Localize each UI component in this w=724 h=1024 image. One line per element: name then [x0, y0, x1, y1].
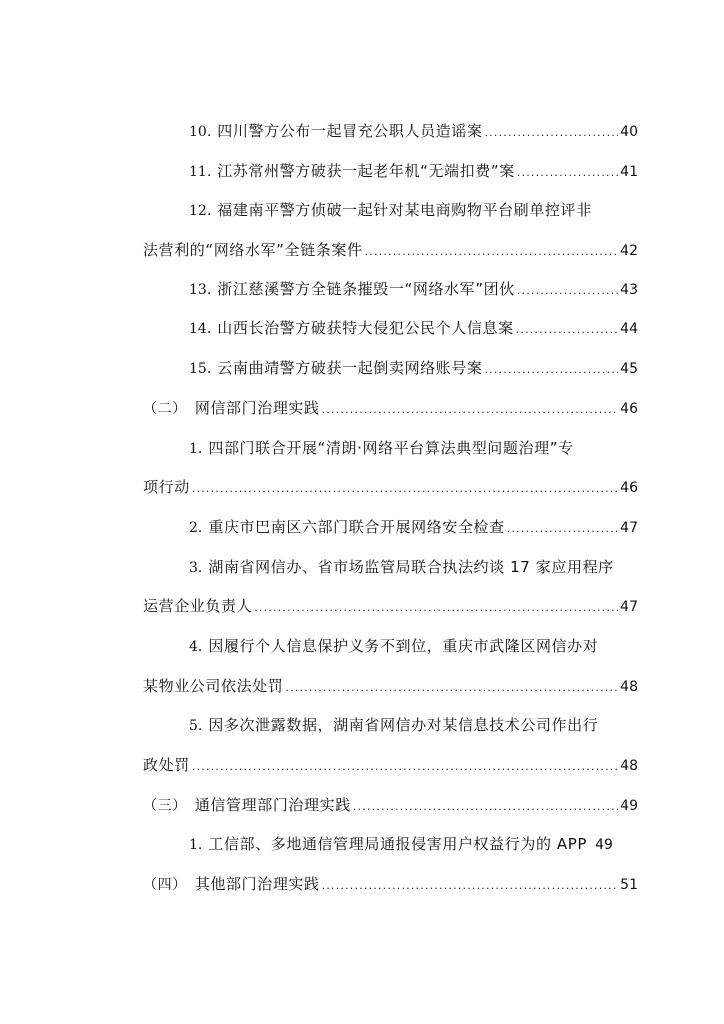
toc-section-number: （二） [143, 401, 187, 417]
toc-leader-dots [507, 519, 618, 539]
toc-leader-dots [484, 360, 618, 380]
toc-entry-number: 15. [189, 361, 212, 377]
toc-entry-first-line[interactable] [189, 200, 638, 221]
toc-entry[interactable] [189, 517, 638, 539]
toc-entry-title: 重庆市巴南区六部门联合开展网络安全检查 [208, 518, 505, 536]
toc-entry-page: 45 [620, 361, 638, 377]
toc-leader-dots [322, 400, 619, 420]
toc-section-number: （三） [143, 798, 187, 814]
toc-entry-continuation[interactable] [143, 676, 638, 698]
toc-entry-title: 四川警方公布一起冒充公职人员造谣案 [217, 122, 483, 140]
toc-entry-title: 因多次泄露数据，湖南省网信办对某信息技术公司作出行 [208, 716, 599, 734]
toc-section-title: 网信部门治理实践 [194, 399, 320, 417]
toc-entry-title-continuation: 法营利的“网络水军”全链条案件 [143, 241, 363, 259]
toc-entry-first-line[interactable] [189, 557, 638, 578]
toc-entry-title: 工信部、多地通信管理局通报侵害用户权益行为的 APP [208, 835, 588, 853]
toc-leader-dots [353, 797, 618, 817]
toc-entry-title: 浙江慈溪警方全链条摧毁一“网络水军”团伙 [217, 280, 515, 298]
toc-entry-number: 1. [189, 441, 203, 457]
toc-entry-page: 47 [620, 520, 638, 536]
toc-entry-number: 5. [189, 718, 203, 734]
toc-section-entry[interactable] [143, 398, 638, 420]
toc-entry-number: 4. [189, 639, 203, 655]
toc-entry-title: 因履行个人信息保护义务不到位，重庆市武隆区网信办对 [208, 637, 599, 655]
toc-leader-dots [484, 123, 618, 143]
toc-entry-page: 43 [620, 282, 638, 298]
toc-section-entry[interactable] [143, 795, 638, 817]
toc-entry-title-continuation: 某物业公司依法处罚 [143, 677, 284, 695]
toc-entry-page: 42 [620, 243, 638, 259]
toc-entry-continuation[interactable] [143, 240, 638, 262]
toc-leader-dots [516, 320, 619, 340]
toc-entry-title: 江苏常州警方破获一起老年机“无端扣费”案 [217, 162, 515, 180]
toc-section-title: 通信管理部门治理实践 [194, 796, 351, 814]
toc-entry-page: 49 [595, 837, 613, 853]
toc-entry-continuation[interactable] [143, 755, 638, 777]
toc-entry-number: 1. [189, 837, 203, 853]
toc-entry-title-continuation: 运营企业负责人 [143, 597, 253, 615]
toc-entry-page: 44 [620, 321, 638, 337]
toc-entry-continuation[interactable] [143, 477, 638, 499]
toc-entry-page: 51 [620, 877, 638, 893]
toc-entry-number: 13. [189, 282, 212, 298]
toc-entry-first-line[interactable] [189, 636, 638, 657]
toc-entry[interactable] [189, 121, 638, 143]
toc-entry-number: 2. [189, 520, 203, 536]
toc-leader-dots [254, 598, 618, 618]
toc-entry-title: 湖南省网信办、省市场监管局联合执法约谈 17 家应用程序 [208, 558, 614, 576]
toc-entry-page: 48 [620, 758, 638, 774]
toc-entry-number: 11. [189, 164, 212, 180]
toc-entry-page: 46 [620, 401, 638, 417]
toc-leader-dots [322, 876, 619, 896]
toc-leader-dots [192, 479, 618, 499]
toc-entry[interactable] [189, 318, 638, 340]
toc-entry[interactable] [189, 834, 638, 855]
toc-entry-number: 10. [189, 124, 212, 140]
toc-entry-title: 四部门联合开展“清朗·网络平台算法典型问题治理”专 [208, 439, 574, 457]
toc-entry-number: 12. [189, 203, 212, 219]
toc-leader-dots [517, 281, 618, 301]
toc-leader-dots [365, 242, 619, 262]
toc-entry-title-continuation: 项行动 [143, 478, 190, 496]
toc-leader-dots [517, 163, 618, 183]
toc-entry-page: 40 [620, 124, 638, 140]
toc-entry-page: 49 [620, 798, 638, 814]
toc-entry-page: 48 [620, 679, 638, 695]
toc-entry-page: 46 [620, 480, 638, 496]
toc-entry-title: 福建南平警方侦破一起针对某电商购物平台刷单控评非 [217, 201, 592, 219]
toc-entry-page: 41 [620, 164, 638, 180]
toc-entry[interactable] [189, 161, 638, 183]
toc-entry[interactable] [189, 358, 638, 380]
toc-leader-dots [192, 757, 618, 777]
toc-entry-title-continuation: 政处罚 [143, 756, 190, 774]
toc-entry-first-line[interactable] [189, 715, 638, 736]
toc-entry-title: 山西长治警方破获特大侵犯公民个人信息案 [217, 319, 514, 337]
toc-entry-number: 3. [189, 560, 203, 576]
toc-leader-dots [285, 678, 618, 698]
toc-entry-continuation[interactable] [143, 596, 638, 618]
toc-section-number: （四） [143, 877, 187, 893]
toc-section-entry[interactable] [143, 874, 638, 896]
toc-entry[interactable] [189, 279, 638, 301]
toc-entry-title: 云南曲靖警方破获一起倒卖网络账号案 [217, 359, 483, 377]
toc-entry-page: 47 [620, 599, 638, 615]
toc-entry-number: 14. [189, 321, 212, 337]
toc-entry-first-line[interactable] [189, 438, 638, 459]
toc-section-title: 其他部门治理实践 [194, 875, 320, 893]
